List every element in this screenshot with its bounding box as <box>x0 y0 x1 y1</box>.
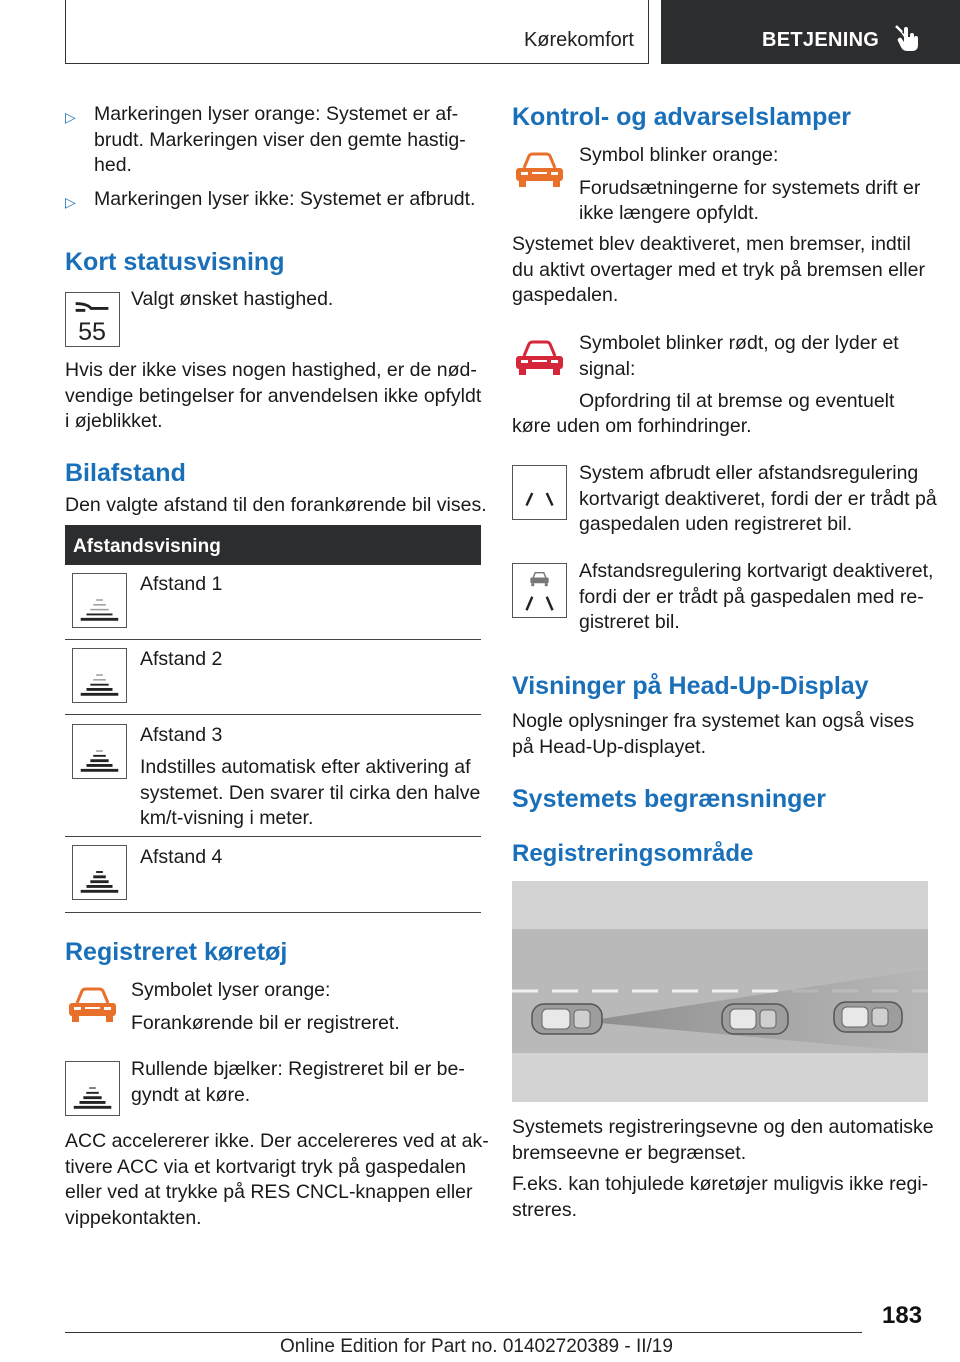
table-divider <box>65 639 481 640</box>
registreret-paragraph <box>65 1129 489 1231</box>
line: streres. <box>512 1198 578 1221</box>
footer-divider <box>65 1332 862 1333</box>
hand-pointer-icon <box>895 25 921 53</box>
line: gistreret bil. <box>579 611 680 633</box>
table-divider <box>65 714 481 715</box>
graenser-paragraph-1 <box>512 1115 934 1166</box>
header-chapter-box <box>65 0 649 64</box>
car-illustration <box>834 1002 902 1032</box>
line: gyndt at køre. <box>131 1083 251 1106</box>
graenser-paragraph-2 <box>512 1172 928 1223</box>
line: brudt. Markeringen viser den gemte hastig- <box>94 128 466 151</box>
car-illustration <box>722 1004 788 1034</box>
line: hed. <box>94 154 132 176</box>
kontrol-paragraph-1 <box>512 232 925 309</box>
table-divider <box>65 836 481 837</box>
heading-bilafstand: Bilafstand <box>65 459 186 487</box>
bullet-marker: ▷ <box>65 109 76 125</box>
table-divider <box>65 912 481 913</box>
distance-table-header <box>65 525 481 565</box>
acc-interrupted-icon <box>512 465 567 520</box>
line: eller ved at trykke på RES CNCL-knappen eller <box>65 1181 473 1203</box>
heading-head-up-display: Visninger på Head-Up-Display <box>512 672 869 700</box>
line: Opfordring til at bremse og eventuelt <box>579 390 895 412</box>
bilafstand-intro: Den valgte afstand til den forankørende bil vises. <box>65 494 487 516</box>
line: vendige betingelser for anvendelsen ikke opfyldt <box>65 384 482 407</box>
rolling-bars-icon <box>65 1061 120 1116</box>
line: gaspedalen uden registreret bil. <box>579 513 853 535</box>
detection-range-diagram <box>512 881 928 1102</box>
distance-4-label: Afstand 4 <box>140 846 223 868</box>
bullet-text-2: Markeringen lyser ikke: Systemet er afbrudt. <box>94 188 476 210</box>
kort-paragraph <box>65 358 481 435</box>
distance-4-icon <box>72 845 127 900</box>
line: Systemets registreringsevne og den automatiske <box>512 1116 934 1138</box>
page-number: 183 <box>882 1302 923 1329</box>
line: Forankørende bil er registreret. <box>131 1011 400 1034</box>
distance-2-label: Afstand 2 <box>140 648 223 670</box>
line: du aktivt overtager med et tryk på bremsen eller <box>512 258 925 281</box>
line: Hvis der ikke vises nogen hastighed, er de nød- <box>65 359 477 381</box>
heading-kort-statusvisning: Kort statusvisning <box>65 248 285 276</box>
kontrol-item-2-continued: køre uden om forhindringer. <box>512 415 752 437</box>
heading-systemets-begraensninger: Systemets begrænsninger <box>512 785 826 813</box>
line: vippekontakten. <box>65 1206 202 1229</box>
line: F.eks. kan tohjulede køretøjer muligvis ikke regi- <box>512 1173 929 1195</box>
distance-1-label: Afstand 1 <box>140 573 223 595</box>
line: System afbrudt eller afstandsregulering <box>579 462 919 484</box>
kontrol-item-3 <box>579 461 937 538</box>
line: tivere ACC via et kortvarigt tryk på gaspedalen <box>65 1155 467 1178</box>
line: fordi der er trådt på gaspedalen med re- <box>579 585 924 608</box>
heading-kontrol-advarselslamper: Kontrol- og advarselslamper <box>512 103 851 131</box>
line: ikke længere opfyldt. <box>579 202 759 224</box>
line: Nogle oplysninger fra systemet kan også vises <box>512 710 915 732</box>
hud-paragraph <box>512 709 914 760</box>
footer-edition: Online Edition for Part no. 01402720389 - II/19 <box>280 1336 673 1357</box>
car-blinking-red-icon <box>512 338 567 383</box>
car-detected-orange-icon <box>65 985 120 1030</box>
line: Systemet blev deaktiveret, men bremser, indtil <box>512 233 911 255</box>
distance-3-label: Afstand 3 <box>140 724 223 746</box>
kontrol-item-1 <box>579 143 920 227</box>
line: Markeringen lyser orange: Systemet er af- <box>94 103 459 125</box>
line: Afstandsregulering kortvarigt deaktiveret, <box>579 560 934 582</box>
kontrol-item-4 <box>579 559 933 636</box>
line: gaspedalen. <box>512 284 619 306</box>
line: Symbolet lyser orange: <box>131 979 331 1001</box>
speed-status-icon <box>65 292 120 347</box>
bullet-marker: ▷ <box>65 194 76 210</box>
line: Symbol blinker orange: <box>579 144 779 166</box>
line: i øjeblikket. <box>65 410 163 432</box>
distance-3-icon <box>72 724 127 779</box>
line: ACC accelererer ikke. Der accelereres ved at ak- <box>65 1130 489 1152</box>
heading-registreringsomraade: Registreringsområde <box>512 840 754 867</box>
line: kortvarigt deaktiveret, fordi der er trådt på <box>579 487 937 510</box>
own-car-illustration <box>532 1004 602 1034</box>
bullet-text-1 <box>94 102 466 179</box>
table-header-label: Afstandsvisning <box>73 536 221 557</box>
speed-icon-caption: Valgt ønsket hastighed. <box>131 288 334 310</box>
car-blinking-orange-icon <box>512 150 567 195</box>
distance-2-icon <box>72 648 127 703</box>
line: Rullende bjælker: Registreret bil er be- <box>131 1058 465 1080</box>
distance-1-icon <box>72 573 127 628</box>
line: signal: <box>579 357 636 380</box>
heading-registreret-koeretoej: Registreret køretøj <box>65 938 288 966</box>
line: systemet. Den svarer til cirka den halve <box>140 781 481 804</box>
registreret-item-1 <box>131 978 400 1036</box>
kontrol-item-2 <box>579 331 899 415</box>
header-section: BETJENING <box>762 29 880 51</box>
speed-value: 55 <box>78 318 106 346</box>
line: Forudsætningerne for systemets drift er <box>579 176 921 199</box>
line: km/t-visning i meter. <box>140 807 314 829</box>
registreret-item-2 <box>131 1057 465 1108</box>
line: Indstilles automatisk efter aktivering af <box>140 756 471 778</box>
acc-deactivated-with-car-icon <box>512 563 567 618</box>
header-subsection: Kørekomfort <box>523 29 634 51</box>
distance-3-description <box>140 755 480 832</box>
header-section-tab <box>661 0 960 64</box>
line: Symbolet blinker rødt, og der lyder et <box>579 332 899 354</box>
line: på Head-Up-displayet. <box>512 735 707 758</box>
line: bremseevne er begrænset. <box>512 1141 747 1164</box>
